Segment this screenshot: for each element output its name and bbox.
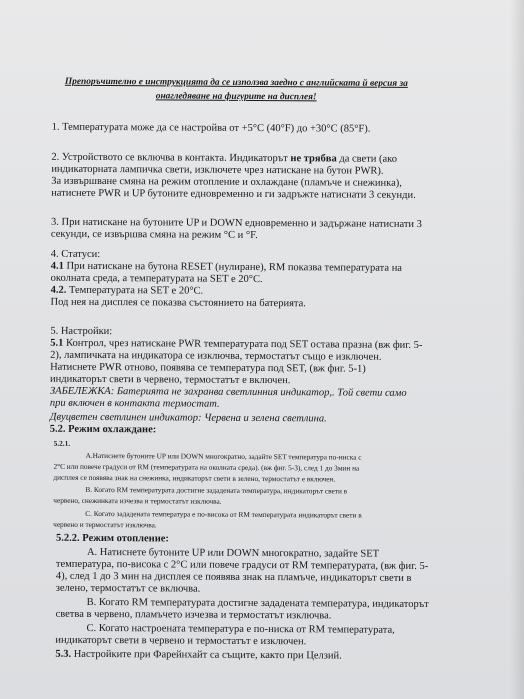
item-2-text-end: да свети (ако [336, 153, 398, 165]
item-2-line-2: индикаторната лампичка свети, изключете чрез натискане на бутон PWR). [51, 163, 384, 177]
heating-a-line-2: температура, по-висока с 2°C или повече градуси от RM температурата, (вж фиг. 5- [55, 558, 429, 573]
item-2-line-4: натиснете PWR и UP бутоните едновременно и ги задръжте натиснати 3 секунди. [51, 187, 416, 201]
item-5-1-line-3: Натиснете PWR отново, появява се температура под SET, (вж фиг. 5-1) [50, 361, 366, 375]
item-4-1-number: 4.1 [50, 260, 64, 272]
section-5-2-1-label: 5.2.1. [53, 438, 71, 448]
item-5-heading: 5. Настройки: [50, 325, 113, 338]
item-5-3 [55, 649, 341, 663]
title-line-2: онагледяване на фигурите на дисплея! [155, 91, 317, 103]
section-5-2-heading: 5.2. Режим охлаждане: [49, 423, 157, 436]
item-5-3-text: Настройките при Фарейнхайт са същите, както при Целзий. [71, 648, 342, 662]
item-4-2-number: 4.2. [50, 284, 67, 296]
heating-b-line-2: светва в червено, пламъчето изчезва и термостатът изключва. [55, 608, 332, 622]
note-line-3: Двуцветен светлинен индикатор: Червена и зелена светлина. [49, 411, 327, 425]
cooling-c-line-1: C. Когато зададената температура е по-висока от RM температурата индикаторът свети в [85, 508, 362, 520]
heating-a-line-3: 4), след 1 до 3 мин на дисплея се появява знак на пламъче, индикаторът свети в [55, 570, 412, 584]
item-4-heading: 4. Статуси: [50, 248, 101, 261]
item-5-1-line-4: индикаторът свети в червено, термостатът е включен. [50, 373, 291, 387]
note-line-2: при включен в контакта термостат. [49, 397, 220, 410]
cooling-a-line-3: дисплея се появява знак на снежинка, индикаторът свети в зелено, термостатът е включен. [53, 472, 336, 484]
item-2-line-3: За извършване смяна на режим отопление и охлаждане (пламъче и снежинка), [51, 175, 402, 189]
note-line-1: ЗАБЕЛЕЖКА: Батерията не захранва светлинния индикатор,. Той свети само [49, 385, 407, 399]
title-line-1: Препоръчително е инструкцията да се използва заедно с английската й версия за [64, 76, 408, 89]
item-5-1-line-2: 2), лампичката на индикатора се изключва, термостатът също е изключен. [50, 349, 382, 363]
item-4-1-text: При натискане на бутона RESET (нулиране), RM показва температурата на [63, 260, 403, 274]
item-2-text: 2. Устройството се включва в контакта. Индикаторът [51, 151, 291, 165]
section-5-2-2-heading: 5.2.2. Режим отопление: [56, 532, 169, 545]
item-3-line-2: секунди, се извършва смяна на режим °C и °F. [50, 228, 258, 241]
cooling-c-line-2: червено и термостатът изключва. [53, 519, 157, 530]
item-3-line-1: 3. При натискане на бутоните UP и DOWN едновременно и задържане натиснати 3 [50, 216, 422, 230]
heating-a-line-4: зелено, термостатът се включва. [55, 582, 201, 595]
cooling-b-line-1: B. Когато RM температурата достигне зададената температура, индикаторът свети в [85, 484, 348, 496]
item-4-2-line-1 [51, 285, 204, 298]
page-shadow [510, 0, 524, 699]
item-2-emphasis: не трябва [290, 153, 337, 165]
item-4-2-line-2: Под нея на дисплея се показва състоянието на батерията. [50, 296, 306, 310]
heating-a-line-1: A. Натиснете бутоните UP или DOWN многократно, задайте SET [86, 546, 380, 560]
item-5-3-number: 5.3. [55, 648, 72, 660]
item-1: 1. Температурата може да се настройва от +5°C (40°F) до +30°C (85°F). [51, 121, 371, 135]
heating-b-line-1: B. Когато RM температурата достигне зададената температура, индикаторът [86, 596, 429, 611]
item-4-1-line-2: околната среда, а температурата на SET е 20°C. [50, 272, 263, 286]
cooling-a-line-1: A.Натиснете бутоните UP или DOWN многократно, задайте SET температура по-ниска с [85, 450, 362, 462]
cooling-a-line-2: 2°C или повече градуси от RM (температурата на околната среда). (вж фиг. 5-3), след 1 до 3мин на [53, 461, 360, 473]
item-5-1-text: Контрол, чрез натискане PWR температурата под SET остава празна (вж фиг. 5- [63, 337, 423, 351]
item-5-1-number: 5.1 [50, 337, 64, 349]
heating-c-line-1: C. Когато настроената температура е по-ниска от RM температурата, [86, 622, 395, 636]
cooling-b-line-2: червено, снежинката изчезва и термостатът изключва. [53, 495, 222, 506]
heating-c-line-2: индикаторът свети в червено и термостатът е изключен. [55, 634, 307, 648]
item-4-2-text: Температурата на SET е 20°C. [66, 284, 204, 297]
